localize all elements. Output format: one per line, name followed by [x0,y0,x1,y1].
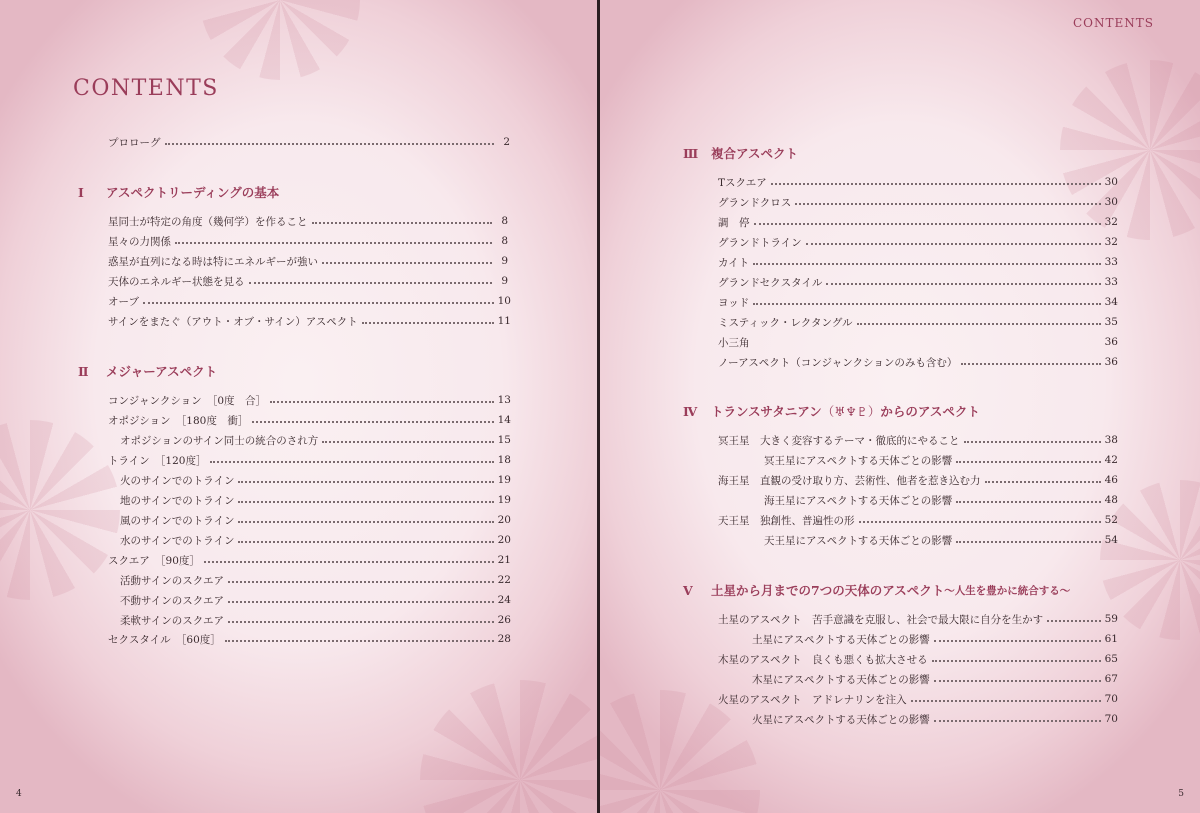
leader-dots [934,720,1101,722]
toc-row[interactable] [752,630,1118,648]
leader-dots [249,282,493,284]
toc-page-number: 10 [497,295,511,307]
leader-dots [934,640,1101,642]
toc-page-number: 30 [1104,196,1118,208]
toc-page-number: 20 [497,534,511,546]
toc-row[interactable] [718,511,1118,529]
toc-page-number: 22 [497,574,511,586]
leader-dots [985,481,1101,483]
decor-medallion [200,0,360,80]
toc-label: トライン ［120度］ [108,454,207,467]
decor-medallion [0,420,120,600]
toc-label: 海王星 直観の受け取り方、芸術性、他者を惹き込む力 [718,474,981,487]
toc-row[interactable] [718,333,1118,351]
toc-label: 天体のエネルギー状態を見る [108,275,245,288]
toc-label: 地のサインでのトライン [120,494,235,507]
leader-dots [322,441,493,443]
section-title: 土星から月までの7つの天体のアスペクト [711,583,945,598]
toc-page-number: 13 [497,394,511,406]
toc-label: カイト [718,256,750,269]
section-number: Ⅲ [683,145,699,161]
toc-page-number: 18 [497,454,511,466]
toc-label: グランドトライン [718,236,802,249]
toc-label: グランドセクスタイル [718,276,823,289]
toc-row[interactable] [108,292,511,310]
toc-row[interactable] [108,630,511,648]
toc-page-number: 33 [1104,276,1118,288]
toc-page-number: 34 [1104,296,1118,308]
toc-label: コンジャンクション ［0度 合］ [108,394,267,407]
toc-label: 火のサインでのトライン [120,474,235,487]
toc-page-number: 33 [1104,256,1118,268]
decor-medallion [420,680,597,813]
toc-page-number: 48 [1104,494,1118,506]
leader-dots [1047,620,1101,622]
toc-row[interactable] [752,710,1118,728]
leader-dots [362,322,494,324]
toc-row[interactable] [108,391,511,409]
toc-label: 惑星が直列になる時は特にエネルギーが強い [108,255,318,268]
toc-page-number: 9 [501,255,508,267]
toc-row[interactable] [120,491,511,509]
toc-page-number: 70 [1104,713,1118,725]
toc-row[interactable] [120,471,511,489]
toc-row[interactable] [764,491,1118,509]
toc-label: 土星のアスペクト 苦手意識を克服し、社会で最大限に自分を生かす [718,613,1044,626]
toc-row[interactable] [718,431,1118,449]
page-number-right: 5 [1178,789,1184,799]
toc-label: オポジション ［180度 衝］ [108,414,249,427]
toc-label: 天王星 独創性、普遍性の形 [718,514,855,527]
leader-dots [238,481,493,483]
toc-row[interactable] [108,272,508,290]
section-heading-1[interactable] [78,182,279,202]
toc-label: オーブ [108,295,139,308]
toc-label: 土星にアスペクトする天体ごとの影響 [752,633,930,646]
toc-page-number: 24 [497,594,511,606]
toc-label: 天王星にアスペクトする天体ごとの影響 [764,534,953,547]
section-title: メジャーアスペクト [106,364,218,379]
leader-dots [956,461,1100,463]
toc-row[interactable] [718,610,1118,628]
toc-row[interactable] [718,253,1118,271]
toc-page-number: 38 [1104,434,1118,446]
toc-page-number: 35 [1104,316,1118,328]
toc-row[interactable] [120,611,511,629]
leader-dots [175,242,492,244]
toc-label: 星同士が特定の角度（幾何学）を作ること [108,215,308,228]
toc-page-number: 20 [497,514,511,526]
toc-row[interactable] [108,312,511,330]
right-page [600,0,1200,813]
toc-row[interactable] [120,571,511,589]
section-subtitle: 〜人生を豊かに統合する〜 [944,584,1071,597]
toc-row[interactable] [718,213,1118,231]
toc-page-number: 21 [497,554,511,566]
leader-dots [238,541,493,543]
leader-dots [270,401,494,403]
toc-label: サインをまたぐ（アウト・オブ・サイン）アスペクト [108,315,358,328]
toc-page-number: 67 [1104,673,1118,685]
toc-page-number: 26 [497,614,511,626]
section-title: トランスサタニアン [711,404,822,419]
toc-row[interactable] [718,471,1118,489]
toc-row[interactable] [718,650,1118,668]
toc-page-number: 28 [497,633,511,645]
section-title: 複合アスペクト [711,146,799,161]
toc-row[interactable] [120,511,511,529]
toc-label: 星々の力関係 [108,235,171,248]
page-number-left: 4 [16,789,22,799]
toc-page-number: 8 [501,215,508,227]
toc-row[interactable] [120,531,511,549]
toc-row[interactable] [120,431,511,449]
left-page [0,0,597,813]
leader-dots [165,143,495,145]
toc-page-number: 11 [497,315,511,327]
toc-row[interactable] [718,233,1118,251]
leader-dots [228,621,494,623]
toc-label: 水のサインでのトライン [120,534,235,547]
leader-dots [956,541,1100,543]
leader-dots [753,263,1100,265]
toc-label: 木星のアスペクト 良くも悪くも拡大させる [718,653,928,666]
leader-dots [932,660,1101,662]
toc-page-number: 9 [501,275,508,287]
section-title-suffix: からのアスペクト [880,404,980,419]
leader-dots [771,183,1101,185]
toc-page-number: 2 [503,136,510,148]
section-number: Ⅱ [78,363,89,379]
toc-row[interactable] [718,193,1118,211]
leader-dots [795,203,1100,205]
leader-dots [238,501,493,503]
leader-dots [754,223,1101,225]
toc-page-number: 59 [1104,613,1118,625]
leader-dots [934,680,1101,682]
toc-label: 木星にアスペクトする天体ごとの影響 [752,673,930,686]
section-heading-2[interactable] [78,361,217,381]
toc-page-number: 19 [497,474,511,486]
toc-label: 海王星にアスペクトする天体ごとの影響 [764,494,953,507]
leader-dots [252,421,493,423]
leader-dots [857,323,1101,325]
leader-dots [806,243,1101,245]
toc-row[interactable] [764,531,1118,549]
leader-dots [911,700,1101,702]
leader-dots [826,283,1100,285]
toc-page-number: 14 [497,414,511,426]
toc-page-number: 19 [497,494,511,506]
toc-label: 火星にアスペクトする天体ごとの影響 [752,713,930,726]
toc-row[interactable] [752,670,1118,688]
toc-row[interactable] [764,451,1118,469]
toc-row-prologue[interactable] [108,133,510,151]
toc-label: 調 停 [718,216,750,229]
toc-page-number: 52 [1104,514,1118,526]
leader-dots [312,222,493,224]
toc-page-number: 46 [1104,474,1118,486]
toc-page-number: 65 [1104,653,1118,665]
toc-page-number: 32 [1104,216,1118,228]
toc-page-number: 8 [501,235,508,247]
toc-label: Tスクエア [718,176,767,189]
toc-label: ノーアスペクト（コンジャンクションのみも含む） [718,356,958,369]
toc-row[interactable] [108,411,511,429]
toc-page-number: 61 [1104,633,1118,645]
section-number: Ⅴ [683,582,693,598]
toc-page-number: 42 [1104,454,1118,466]
toc-label: オポジションのサイン同士の統合のされ方 [120,434,319,447]
leader-dots [210,461,493,463]
section-title: アスペクトリーディングの基本 [106,185,280,200]
toc-label: 柔軟サインのスクエア [120,614,225,627]
toc-page-number: 30 [1104,176,1118,188]
leader-dots [322,262,492,264]
running-header: CONTENTS [1072,16,1154,30]
leader-dots [961,363,1100,365]
toc-label: 不動サインのスクエア [120,594,225,607]
leader-dots [143,302,494,304]
toc-row[interactable] [108,451,511,469]
toc-row[interactable] [718,273,1118,291]
toc-page-number: 70 [1104,693,1118,705]
planet-symbols-icon: （♅♆♇） [821,404,881,419]
toc-label: 火星のアスペクト アドレナリンを注入 [718,693,907,706]
leader-dots [859,521,1101,523]
toc-page-number: 15 [497,434,511,446]
decor-medallion [600,690,760,813]
toc-label: 冥王星 大きく変容するテーマ・徹底的にやること [718,434,960,447]
toc-label: ミスティック・レクタングル [718,316,853,329]
toc-label: プロローグ [108,136,161,149]
toc-row[interactable] [718,690,1118,708]
leader-dots [228,601,494,603]
toc-label: グランドクロス [718,196,792,209]
toc-row[interactable] [718,313,1118,331]
toc-label: 冥王星にアスペクトする天体ごとの影響 [764,454,953,467]
leader-dots [228,581,494,583]
toc-row[interactable] [108,232,508,250]
toc-row[interactable] [718,293,1118,311]
toc-page-number: 54 [1104,534,1118,546]
toc-row[interactable] [108,551,511,569]
section-heading-5[interactable] [683,580,1070,600]
section-heading-4[interactable] [683,401,980,421]
toc-page-number: 36 [1104,356,1118,368]
leader-dots [964,441,1101,443]
toc-page-number: 36 [1104,336,1118,348]
toc-label: セクスタイル ［60度］ [108,633,221,646]
leader-dots [956,501,1100,503]
toc-label: スクエア ［90度］ [108,554,200,567]
leader-dots [225,640,494,642]
toc-label: 風のサインでのトライン [120,514,235,527]
section-heading-3[interactable] [683,143,798,163]
contents-heading: CONTENTS [73,76,219,101]
toc-label: 小三角 [718,336,750,349]
toc-row[interactable] [108,212,508,230]
leader-dots [238,521,493,523]
toc-row[interactable] [108,252,508,270]
section-number: Ⅳ [683,403,698,419]
toc-page-number: 32 [1104,236,1118,248]
toc-label: ヨッド [718,296,750,309]
toc-label: 活動サインのスクエア [120,574,225,587]
section-number: Ⅰ [78,184,84,200]
leader-dots [204,561,494,563]
toc-row[interactable] [718,173,1118,191]
toc-row[interactable] [120,591,511,609]
leader-dots [753,303,1100,305]
toc-row[interactable] [718,353,1118,371]
